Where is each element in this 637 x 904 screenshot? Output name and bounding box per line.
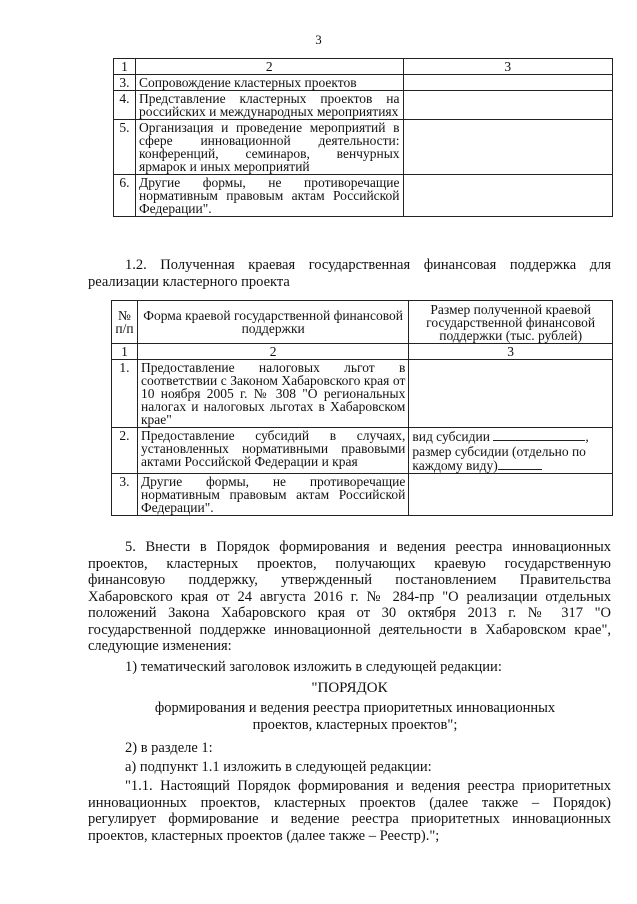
table-header-cell: 2: [135, 59, 403, 75]
paragraph-1-2: 1.2. Полученная краевая государственная финансовая поддержка для реализации кластерного проекта: [88, 257, 611, 290]
subsidy-amount-label: размер субсидии (отдельно по каждому виду): [412, 444, 586, 473]
item-2: 2) в разделе 1:: [125, 740, 213, 756]
col-header-amount: Размер полученной краевой государственной финансовой поддержки (тыс. рублей): [409, 301, 613, 344]
row-number: 1.: [112, 360, 138, 428]
row-text: Другие формы, не противоречащие нормативным правовым актам Российской Федерации".: [137, 474, 408, 516]
row-number: 6.: [114, 175, 136, 217]
row-number: 4.: [114, 91, 136, 120]
col-header-number: № п/п: [112, 301, 138, 344]
row-number: 5.: [114, 120, 136, 175]
index-cell: 3: [409, 344, 613, 360]
quote-1-1: "1.1. Настоящий Порядок формирования и ведения реестра приоритетных инновационных проектов, кластерных проектов (далее также – Порядок) регулирует формирование и ведение реестра приоритетных инновационных проектов, кластерных проектов (далее также – Реестр).";: [88, 778, 611, 844]
subsidy-amount-line: [412, 445, 609, 472]
heading-poryadok: "ПОРЯДОК: [311, 680, 388, 696]
index-cell: 2: [137, 344, 408, 360]
table-row: [112, 360, 613, 428]
table-header-row: [112, 301, 613, 344]
row-value: [403, 175, 612, 217]
col-header-form: Форма краевой государственной финансовой поддержки: [137, 301, 408, 344]
row-value: [403, 91, 612, 120]
row-number: 3.: [112, 474, 138, 516]
table-index-row: [112, 344, 613, 360]
table-support-forms-continued: [113, 58, 613, 217]
item-2a: а) подпункт 1.1 изложить в следующей редакции:: [125, 759, 432, 775]
row-text: Предоставление субсидий в случаях, установленных нормативными правовыми актами Российской Федерации и края: [137, 428, 408, 474]
subsidy-amount-blank: [498, 458, 542, 470]
row-number: 2.: [112, 428, 138, 474]
row-text: Другие формы, не противоречащие нормативным правовым актам Российской Федерации".: [135, 175, 403, 217]
paragraph-5: 5. Внести в Порядок формирования и ведения реестра инновационных проектов, кластерных проектов, получающих краевую государственную финансовую поддержку, утвержденный постановлением Правительства Хабаровского края от 24 августа 2016 г. № 284-пр "О реализации отдельных положений Закона Хабаровского края от 30 октября 2013 г. № 317 "О государственной поддержке инновационной деятельности в Хабаровском крае", следующие изменения:: [88, 539, 611, 654]
page-number: 3: [315, 32, 322, 47]
row-value: [403, 120, 612, 175]
subsidy-cell: [409, 428, 613, 474]
table-header-cell: 1: [114, 59, 136, 75]
row-value: [409, 474, 613, 516]
index-cell: 1: [112, 344, 138, 360]
table-row: [114, 91, 613, 120]
table-header-cell: 3: [403, 59, 612, 75]
table-financial-support: [111, 300, 613, 516]
row-value: [403, 75, 612, 91]
heading-subtitle: формирования и ведения реестра приоритетных инновационных проектов, кластерных проектов";: [154, 700, 556, 733]
row-text: Организация и проведение мероприятий в сфере инновационной деятельности: конференций, семинаров, венчурных ярмарок и иных мероприятий: [135, 120, 403, 175]
table-row: [114, 175, 613, 217]
subsidy-type-label: вид субсидии: [412, 429, 490, 444]
subsidy-type-line: [412, 429, 609, 443]
subsidy-type-comma: ,: [585, 429, 589, 444]
table-row: [112, 428, 613, 474]
row-number: 3.: [114, 75, 136, 91]
row-text: Представление кластерных проектов на российских и международных мероприятиях: [135, 91, 403, 120]
row-text: Сопровождение кластерных проектов: [135, 75, 403, 91]
table-row: [114, 120, 613, 175]
table-header-row: [114, 59, 613, 75]
table-row: [114, 75, 613, 91]
row-value: [409, 360, 613, 428]
subsidy-type-blank: [493, 429, 585, 441]
row-text: Предоставление налоговых льгот в соответствии с Законом Хабаровского края от 10 ноября 2005 г. № 308 "О региональных налогах и налоговых льготах в Хабаровском крае": [137, 360, 408, 428]
item-1: 1) тематический заголовок изложить в следующей редакции:: [125, 659, 502, 675]
table-row: [112, 474, 613, 516]
